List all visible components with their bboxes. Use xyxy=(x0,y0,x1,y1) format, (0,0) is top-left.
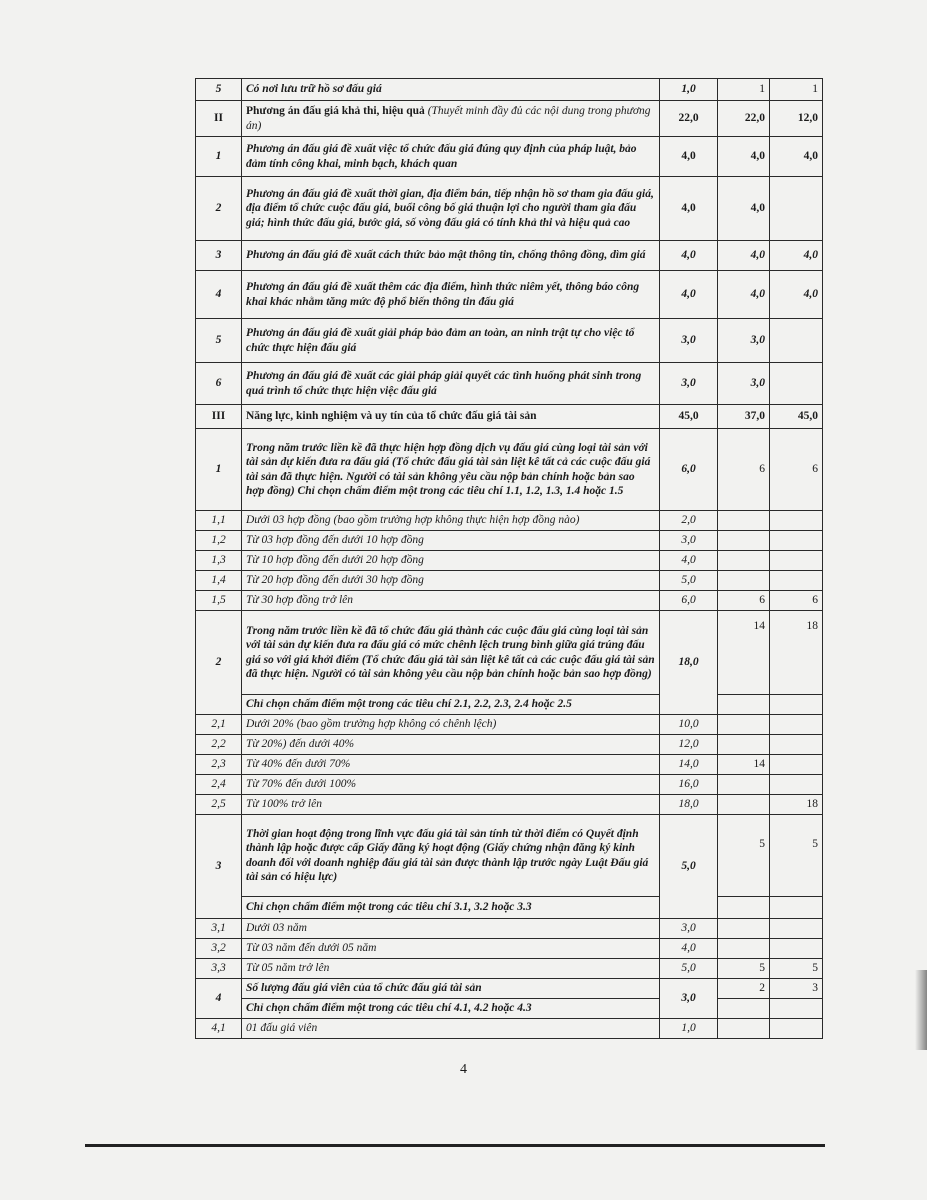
score-2: 18 xyxy=(770,611,823,695)
page-number: 4 xyxy=(460,1062,467,1077)
criterion-text: Thời gian hoạt động trong lĩnh vực đấu giá tài sản tính từ thời điểm có Quyết định thành lập hoặc được cấp Giấy đăng ký hoạt động (Giấy chứng nhận đăng ký kinh doanh đối với doanh nghiệp đấu giá tài sản được thành lập trước ngày Luật Đấu giá tài sản có hiệu lực) xyxy=(242,815,660,897)
score-2: 4,0 xyxy=(770,137,823,177)
scoring-table xyxy=(195,78,823,1039)
score-1: 4,0 xyxy=(718,137,770,177)
max-score: 6,0 xyxy=(660,429,718,511)
criterion-note: (Thuyết minh đầy đủ các nội dung trong phương án) xyxy=(246,105,651,132)
score-1: 2 xyxy=(718,979,770,999)
criterion-index: 3,1 xyxy=(196,919,242,939)
table-row xyxy=(196,271,823,319)
table-row xyxy=(196,795,823,815)
score-1: 4,0 xyxy=(718,271,770,319)
max-score: 3,0 xyxy=(660,919,718,939)
criterion-index: 6 xyxy=(196,363,242,405)
max-score: 4,0 xyxy=(660,241,718,271)
criterion-subtext: Chỉ chọn chấm điểm một trong các tiêu chí 3.1, 3.2 hoặc 3.3 xyxy=(242,897,660,919)
score-1 xyxy=(718,795,770,815)
score-2: 6 xyxy=(770,429,823,511)
table-row xyxy=(196,815,823,897)
table-row xyxy=(196,79,823,101)
criterion-text: Từ 100% trở lên xyxy=(242,795,660,815)
table-row xyxy=(196,939,823,959)
table-row xyxy=(196,551,823,571)
criterion-text: Từ 03 hợp đồng đến dưới 10 hợp đồng xyxy=(242,531,660,551)
score-2 xyxy=(770,177,823,241)
table-row xyxy=(196,137,823,177)
criterion-text xyxy=(242,101,660,137)
max-score: 45,0 xyxy=(660,405,718,429)
score-1: 3,0 xyxy=(718,363,770,405)
score-2: 1 xyxy=(770,79,823,101)
score-2 xyxy=(770,363,823,405)
table-row xyxy=(196,611,823,695)
max-score: 4,0 xyxy=(660,137,718,177)
criterion-index: 2 xyxy=(196,177,242,241)
criterion-index: II xyxy=(196,101,242,137)
criterion-text: Từ 30 hợp đồng trở lên xyxy=(242,591,660,611)
score-1 xyxy=(718,531,770,551)
score-1: 6 xyxy=(718,429,770,511)
score-1: 22,0 xyxy=(718,101,770,137)
score-2: 4,0 xyxy=(770,271,823,319)
criterion-text: Phương án đấu giá đề xuất việc tổ chức đấu giá đúng quy định của pháp luật, bảo đảm tính công khai, minh bạch, khách quan xyxy=(242,137,660,177)
table-row xyxy=(196,319,823,363)
max-score: 14,0 xyxy=(660,755,718,775)
criterion-index: 3 xyxy=(196,241,242,271)
criterion-index: 5 xyxy=(196,319,242,363)
max-score: 4,0 xyxy=(660,271,718,319)
score-2-empty xyxy=(770,999,823,1019)
max-score: 12,0 xyxy=(660,735,718,755)
max-score: 4,0 xyxy=(660,939,718,959)
criterion-text: Có nơi lưu trữ hồ sơ đấu giá xyxy=(242,79,660,101)
table-row xyxy=(196,531,823,551)
max-score: 5,0 xyxy=(660,959,718,979)
table-row xyxy=(196,241,823,271)
score-2-empty xyxy=(770,897,823,919)
table-row xyxy=(196,571,823,591)
criterion-subtext: Chỉ chọn chấm điểm một trong các tiêu chí 4.1, 4.2 hoặc 4.3 xyxy=(242,999,660,1019)
score-2 xyxy=(770,919,823,939)
max-score: 3,0 xyxy=(660,531,718,551)
score-1 xyxy=(718,571,770,591)
criterion-text: Trong năm trước liền kề đã thực hiện hợp đồng dịch vụ đấu giá cùng loại tài sản với tài sản dự kiến đưa ra đấu giá (Tổ chức đấu giá tài sản liệt kê tất cả các cuộc đấu giá tài sản đã thực hiện. Người có tài sản không yêu cầu nộp bản chính hoặc bản sao hợp đồng) Chỉ chọn chấm điểm một trong các tiêu chí 1.1, 1.2, 1.3, 1.4 hoặc 1.5 xyxy=(242,429,660,511)
max-score: 4,0 xyxy=(660,177,718,241)
criterion-text: Từ 70% đến dưới 100% xyxy=(242,775,660,795)
table-row xyxy=(196,959,823,979)
score-2 xyxy=(770,531,823,551)
max-score: 18,0 xyxy=(660,611,718,715)
score-1 xyxy=(718,775,770,795)
max-score: 5,0 xyxy=(660,571,718,591)
score-2 xyxy=(770,755,823,775)
criterion-index: 1,2 xyxy=(196,531,242,551)
max-score: 1,0 xyxy=(660,1019,718,1039)
score-2-empty xyxy=(770,695,823,715)
criterion-text: Từ 20 hợp đồng đến dưới 30 hợp đồng xyxy=(242,571,660,591)
table-row xyxy=(196,775,823,795)
score-2: 6 xyxy=(770,591,823,611)
criterion-text: Trong năm trước liền kề đã tổ chức đấu giá thành các cuộc đấu giá cùng loại tài sản với tài sản dự kiến đưa ra đấu giá có mức chênh lệch trung bình giữa giá trúng đấu giá so với giá khởi điểm (Tổ chức đấu giá tài sản liệt kê tất cả các cuộc đấu giá tài sản đã thực hiện. Người có tài sản không yêu cầu nộp bản chính hoặc bản sao hợp đồng) xyxy=(242,611,660,695)
score-2 xyxy=(770,939,823,959)
score-1-empty xyxy=(718,695,770,715)
criterion-text: Dưới 20% (bao gồm trường hợp không có chênh lệch) xyxy=(242,715,660,735)
score-1 xyxy=(718,511,770,531)
score-2: 18 xyxy=(770,795,823,815)
score-2 xyxy=(770,571,823,591)
criterion-index: 1,4 xyxy=(196,571,242,591)
criterion-text: Từ 10 hợp đồng đến dưới 20 hợp đồng xyxy=(242,551,660,571)
score-2: 3 xyxy=(770,979,823,999)
scan-edge-shadow xyxy=(915,970,927,1050)
score-1-empty xyxy=(718,999,770,1019)
criterion-text: Phương án đấu giá đề xuất thời gian, địa điểm bán, tiếp nhận hồ sơ tham gia đấu giá, địa điểm tổ chức cuộc đấu giá, buổi công bố giá thuận lợi cho người tham gia đấu giá; hình thức đấu giá, bước giá, số vòng đấu giá có tính khả thi và hiệu quả cao xyxy=(242,177,660,241)
table-row xyxy=(196,1019,823,1039)
criterion-index: 5 xyxy=(196,79,242,101)
scan-edge-line xyxy=(85,1144,825,1147)
criterion-text: Phương án đấu giá đề xuất giải pháp bảo đảm an toàn, an ninh trật tự cho việc tổ chức thực hiện đấu giá xyxy=(242,319,660,363)
table-row xyxy=(196,695,823,715)
criterion-index: 1,3 xyxy=(196,551,242,571)
score-2 xyxy=(770,775,823,795)
max-score: 10,0 xyxy=(660,715,718,735)
criterion-title: Phương án đấu giá khả thi, hiệu quả xyxy=(246,105,425,118)
score-1: 1 xyxy=(718,79,770,101)
criterion-index: 3 xyxy=(196,815,242,919)
max-score: 4,0 xyxy=(660,551,718,571)
score-1 xyxy=(718,551,770,571)
criterion-text: Từ 05 năm trở lên xyxy=(242,959,660,979)
max-score: 5,0 xyxy=(660,815,718,919)
criterion-index: III xyxy=(196,405,242,429)
table-row xyxy=(196,999,823,1019)
score-1 xyxy=(718,919,770,939)
score-2: 5 xyxy=(770,959,823,979)
table-row xyxy=(196,979,823,999)
max-score: 6,0 xyxy=(660,591,718,611)
criterion-index: 3,2 xyxy=(196,939,242,959)
max-score: 3,0 xyxy=(660,979,718,1019)
max-score: 3,0 xyxy=(660,363,718,405)
score-1: 4,0 xyxy=(718,241,770,271)
score-2 xyxy=(770,319,823,363)
score-2 xyxy=(770,735,823,755)
max-score: 1,0 xyxy=(660,79,718,101)
score-2: 12,0 xyxy=(770,101,823,137)
max-score: 18,0 xyxy=(660,795,718,815)
score-1-empty xyxy=(718,897,770,919)
score-1: 4,0 xyxy=(718,177,770,241)
criterion-text: Phương án đấu giá đề xuất các giải pháp giải quyết các tình huống phát sinh trong quá trình tổ chức thực hiện việc đấu giá xyxy=(242,363,660,405)
criterion-index: 4,1 xyxy=(196,1019,242,1039)
score-2 xyxy=(770,1019,823,1039)
max-score: 2,0 xyxy=(660,511,718,531)
score-1 xyxy=(718,715,770,735)
criterion-text: Từ 40% đến dưới 70% xyxy=(242,755,660,775)
score-1: 5 xyxy=(718,959,770,979)
score-1: 6 xyxy=(718,591,770,611)
max-score: 16,0 xyxy=(660,775,718,795)
criterion-text: Dưới 03 hợp đồng (bao gồm trường hợp không thực hiện hợp đồng nào) xyxy=(242,511,660,531)
table-row xyxy=(196,715,823,735)
score-2: 45,0 xyxy=(770,405,823,429)
criterion-index: 1,1 xyxy=(196,511,242,531)
criterion-text: Từ 20%) đến dưới 40% xyxy=(242,735,660,755)
criterion-subtext: Chỉ chọn chấm điểm một trong các tiêu chí 2.1, 2.2, 2.3, 2.4 hoặc 2.5 xyxy=(242,695,660,715)
score-1: 5 xyxy=(718,815,770,897)
score-1: 14 xyxy=(718,611,770,695)
score-1: 14 xyxy=(718,755,770,775)
score-1: 3,0 xyxy=(718,319,770,363)
criterion-text: Dưới 03 năm xyxy=(242,919,660,939)
criterion-text: Từ 03 năm đến dưới 05 năm xyxy=(242,939,660,959)
criterion-index: 3,3 xyxy=(196,959,242,979)
score-2 xyxy=(770,715,823,735)
score-2 xyxy=(770,511,823,531)
table-row xyxy=(196,429,823,511)
criterion-text: 01 đấu giá viên xyxy=(242,1019,660,1039)
table-row xyxy=(196,511,823,531)
criterion-index: 2,3 xyxy=(196,755,242,775)
score-1: 37,0 xyxy=(718,405,770,429)
criterion-index: 1 xyxy=(196,429,242,511)
table-row xyxy=(196,177,823,241)
score-2: 5 xyxy=(770,815,823,897)
score-1 xyxy=(718,939,770,959)
score-2: 4,0 xyxy=(770,241,823,271)
table-row xyxy=(196,363,823,405)
table-row xyxy=(196,897,823,919)
criterion-text: Số lượng đấu giá viên của tổ chức đấu giá tài sản xyxy=(242,979,660,999)
table-row xyxy=(196,591,823,611)
criterion-text: Phương án đấu giá đề xuất cách thức bảo mật thông tin, chống thông đồng, dìm giá xyxy=(242,241,660,271)
table-row xyxy=(196,101,823,137)
table-row xyxy=(196,919,823,939)
table-row xyxy=(196,735,823,755)
criterion-index: 1 xyxy=(196,137,242,177)
score-1 xyxy=(718,735,770,755)
criterion-index: 2,1 xyxy=(196,715,242,735)
criterion-text: Năng lực, kinh nghiệm và uy tín của tổ chức đấu giá tài sản xyxy=(242,405,660,429)
table-row xyxy=(196,405,823,429)
criterion-index: 4 xyxy=(196,271,242,319)
criterion-index: 2,5 xyxy=(196,795,242,815)
criterion-index: 2 xyxy=(196,611,242,715)
criterion-index: 2,4 xyxy=(196,775,242,795)
score-1 xyxy=(718,1019,770,1039)
criterion-index: 2,2 xyxy=(196,735,242,755)
criterion-text: Phương án đấu giá đề xuất thêm các địa điểm, hình thức niêm yết, thông báo công khai khác nhằm tăng mức độ phổ biến thông tin đấu giá xyxy=(242,271,660,319)
criterion-index: 1,5 xyxy=(196,591,242,611)
score-2 xyxy=(770,551,823,571)
max-score: 3,0 xyxy=(660,319,718,363)
criterion-index: 4 xyxy=(196,979,242,1019)
table-row xyxy=(196,755,823,775)
max-score: 22,0 xyxy=(660,101,718,137)
